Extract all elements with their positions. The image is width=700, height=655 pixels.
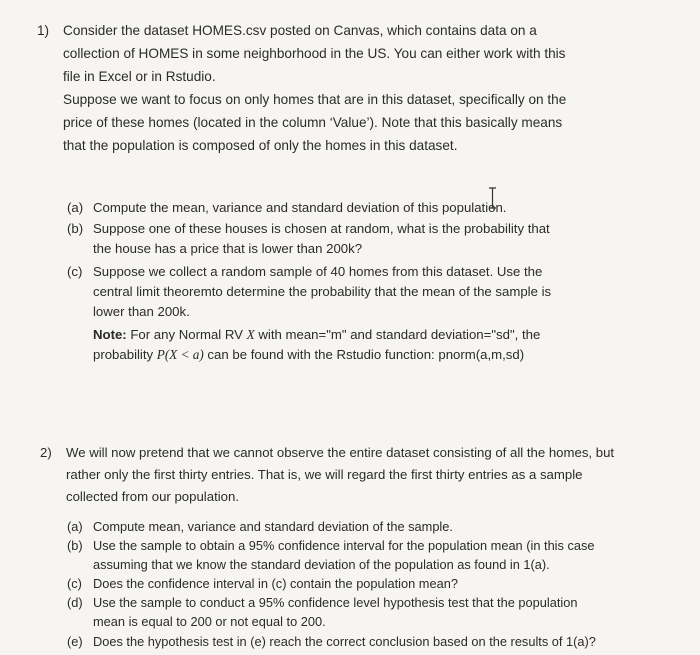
question-1b [67,219,667,261]
q2b-line: assuming that we know the standard deviation of the population as found in 1(a). [93,557,550,572]
q2d-line: Use the sample to conduct a 95% confidence level hypothesis test that the population [93,595,578,610]
question-1 [37,19,657,159]
q2b-line: Use the sample to obtain a 95% confidence interval for the population mean (in this case [93,538,595,553]
note-label: Note: [93,327,127,342]
note-line-1: Note: For any Normal RV X with mean="m" and standard deviation="sd", the [93,327,541,342]
question-2d-text [93,593,577,631]
question-1-number: 1) [37,23,50,38]
question-1c-label: (c) [67,264,83,279]
q1b-line: Suppose one of these houses is chosen at random, what is the probability that [93,221,550,236]
question-2a-text: Compute mean, variance and standard deviation of the sample. [93,519,453,534]
question-2c [67,574,687,594]
question-1a-label: (a) [67,200,84,215]
question-2a-label: (a) [67,519,83,534]
question-2 [40,442,690,512]
question-1b-label: (b) [67,221,84,236]
question-2e [67,632,687,652]
question-2d-label: (d) [67,595,83,610]
question-2c-text: Does the confidence interval in (c) contain the population mean? [93,576,458,591]
q1-line: Suppose we want to focus on only homes that are in this dataset, specifically on the [63,92,567,107]
q2-line: We will now pretend that we cannot observe the entire dataset consisting of all the homes, but [66,445,615,460]
question-1a-text: Compute the mean, variance and standard deviation of this population. [93,200,507,215]
question-1c-text [93,262,551,365]
question-2e-text: Does the hypothesis test in (e) reach the correct conclusion based on the results of 1(a)? [93,634,596,649]
q1c-line: central limit theoremto determine the probability that the mean of the sample is [93,284,552,299]
question-2b-text [93,536,595,574]
q1c-line: Suppose we collect a random sample of 40 homes from this dataset. Use the [93,264,543,279]
q2d-line: mean is equal to 200 or not equal to 200. [93,614,326,629]
question-1-body [63,19,653,157]
question-1b-text [93,219,550,259]
q1-line: price of these homes (located in the column ‘Value’). Note that this basically means [63,115,563,130]
probability-expression: P(X < a) [156,347,204,362]
question-2d [67,593,687,631]
q1-line: file in Excel or in Rstudio. [63,69,216,84]
q1-line: Consider the dataset HOMES.csv posted on Canvas, which contains data on a [63,23,537,38]
variable-x: X [246,327,255,342]
question-1a [67,198,667,220]
q1-line: that the population is composed of only the homes in this dataset. [63,138,458,153]
question-2e-label: (e) [67,634,83,649]
question-2-body [66,442,686,508]
q2-line: rather only the first thirty entries. That is, we will regard the first thirty entries as a sample [66,467,583,482]
question-2b [67,536,687,574]
question-2b-label: (b) [67,538,83,553]
question-1c [67,262,667,372]
question-2-number: 2) [40,445,52,460]
question-2a [67,517,687,537]
q2-line: collected from our population. [66,489,240,504]
question-2c-label: (c) [67,576,82,591]
text-cursor-icon [488,187,497,209]
q1b-line: the house has a price that is lower than 200k? [93,241,363,256]
q1c-line: lower than 200k. [93,304,190,319]
note-line-2: probability P(X < a) can be found with the Rstudio function: pnorm(a,m,sd) [93,347,525,362]
q1-line: collection of HOMES in some neighborhood in the US. You can either work with this [63,46,566,61]
